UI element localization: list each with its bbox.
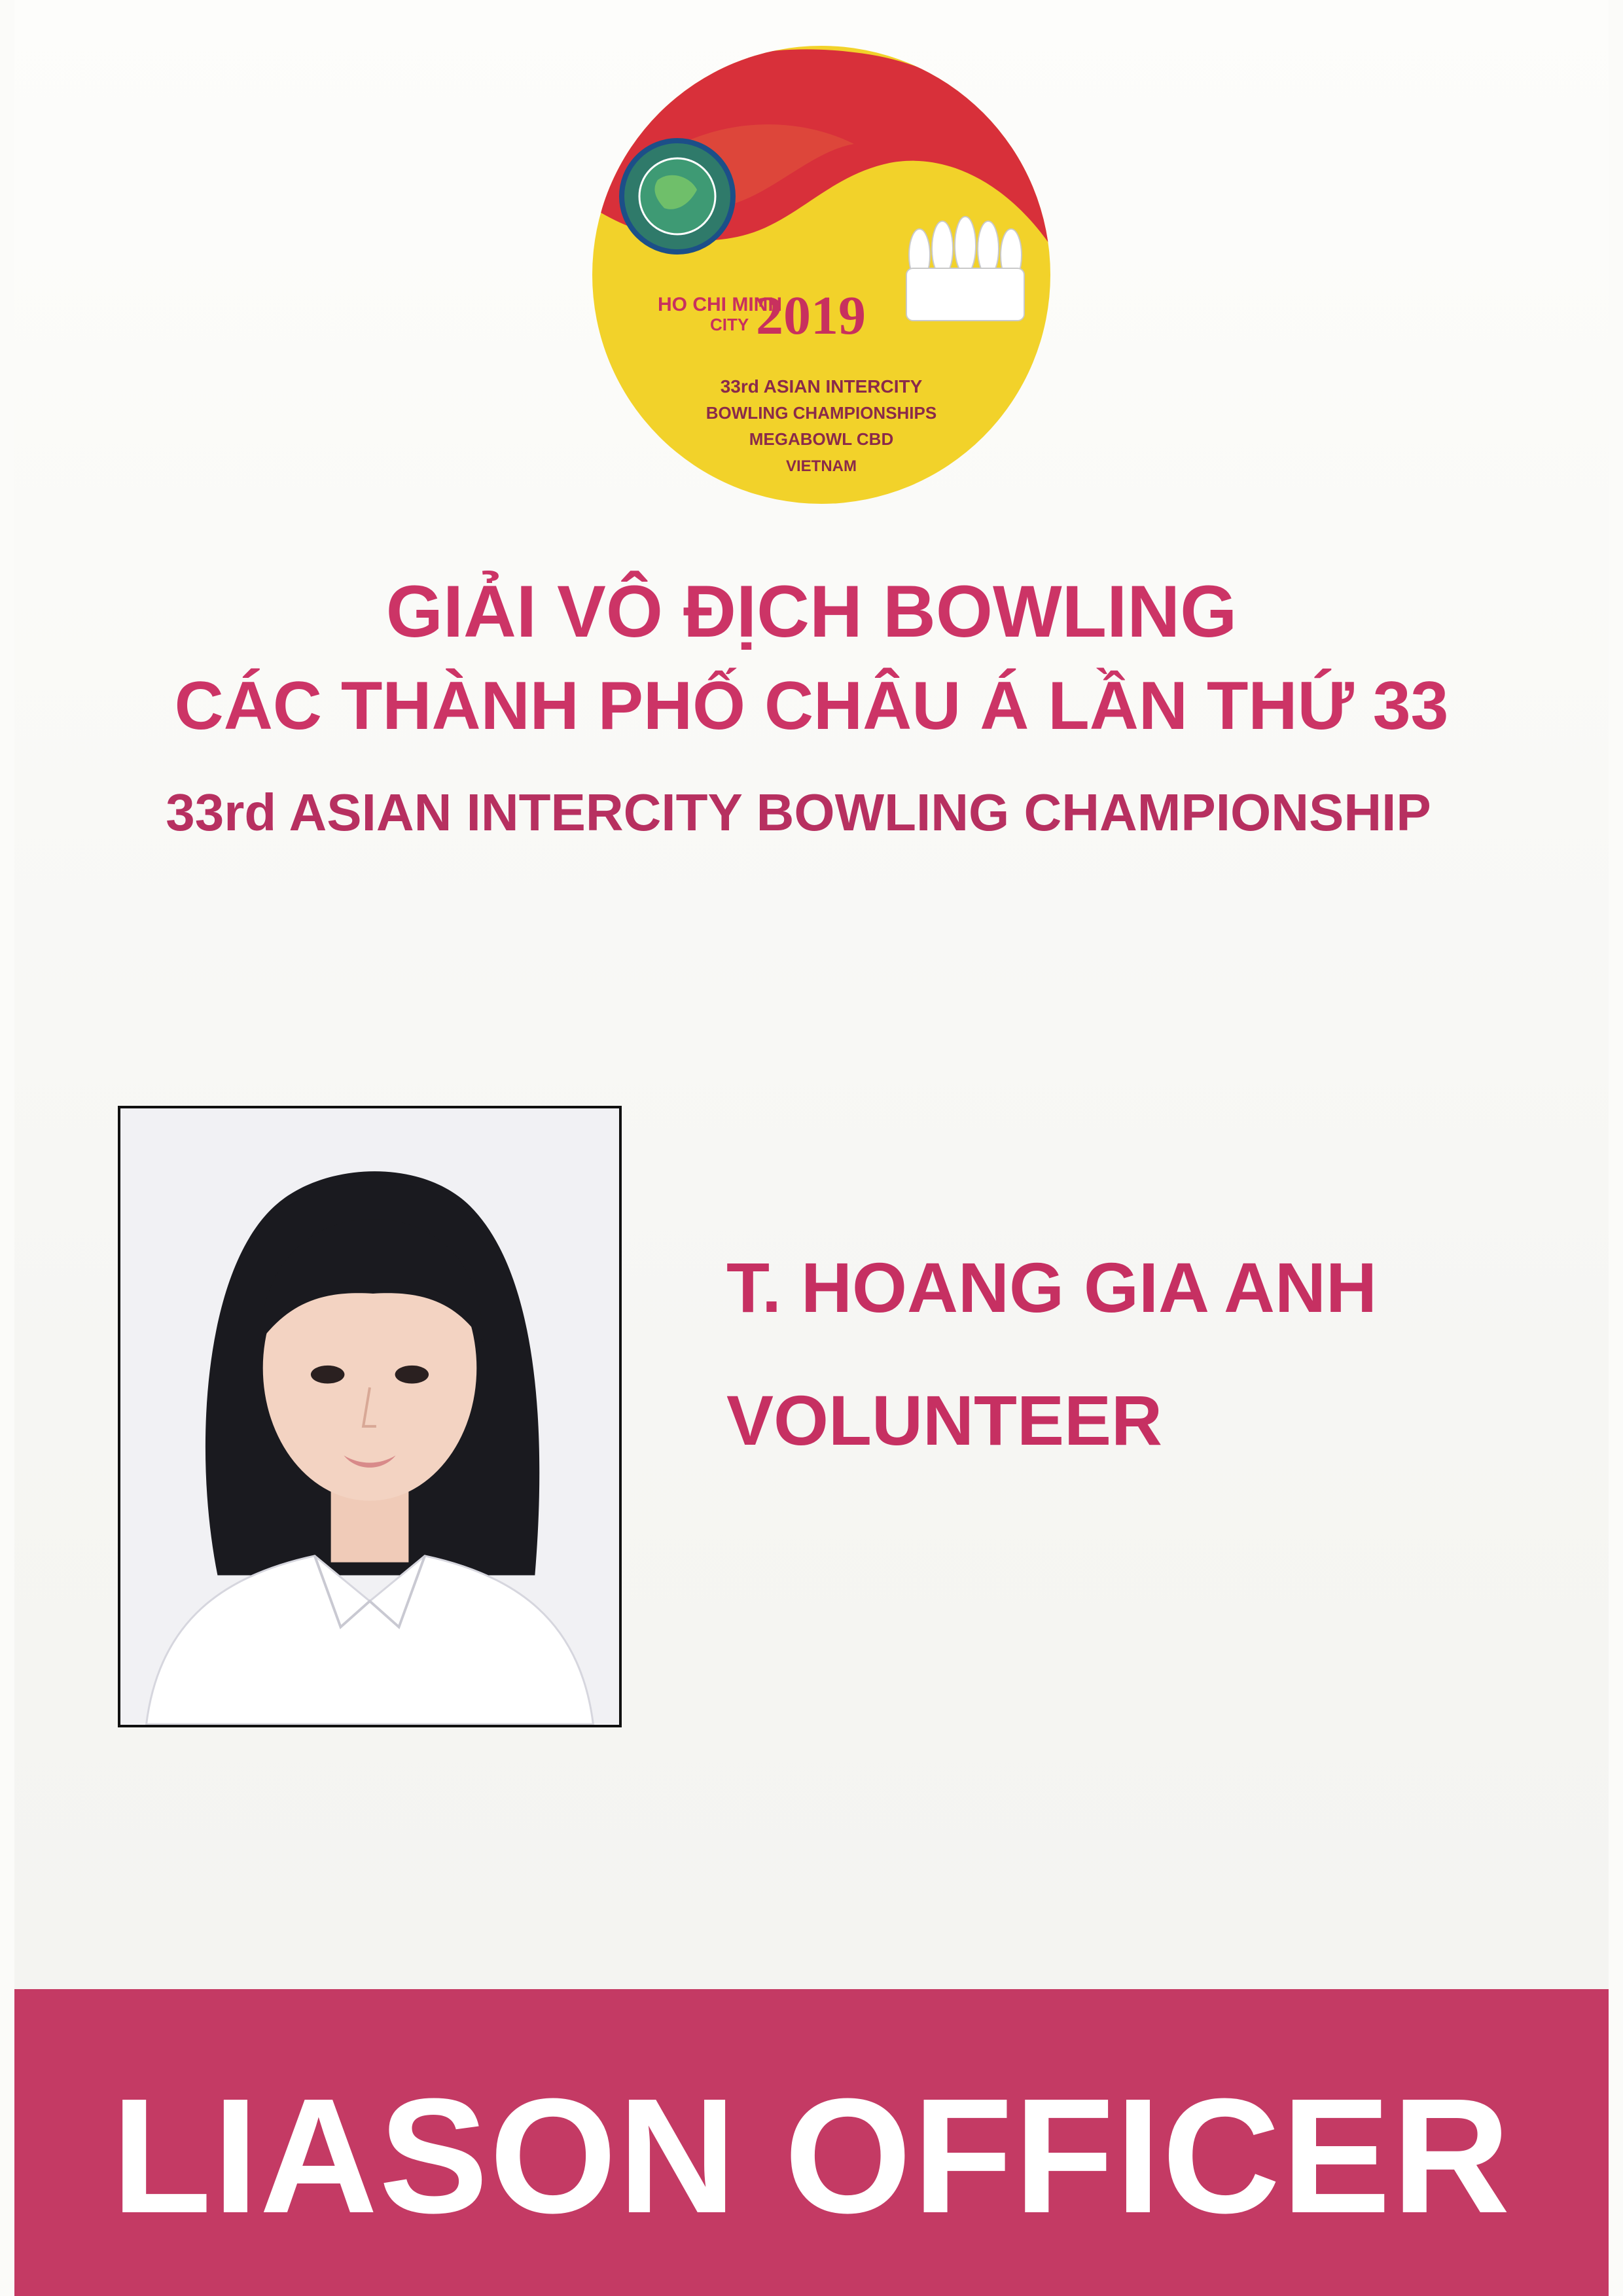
holder-name: T. HOANG GIA ANH (726, 1248, 1377, 1327)
holder-photo (118, 1106, 622, 1727)
title-vietnamese-line2: CÁC THÀNH PHỐ CHÂU Á LẦN THỨ 33 (174, 668, 1449, 744)
title-english: 33rd ASIAN INTERCITY BOWLING CHAMPIONSHIP (166, 783, 1431, 841)
logo-line-4: VIETNAM (786, 457, 857, 475)
globe-emblem-icon (622, 141, 733, 252)
badge-category-label: LIASON OFFICER (111, 2064, 1512, 2247)
logo-city-line2: CITY (710, 315, 749, 334)
logo-line-1: 33rd ASIAN INTERCITY (720, 376, 923, 397)
logo-line-2: BOWLING CHAMPIONSHIPS (705, 403, 937, 423)
event-logo (579, 39, 1063, 510)
logo-year: 2019 (756, 285, 866, 346)
holder-role: VOLUNTEER (726, 1381, 1163, 1460)
portrait-photo-icon (120, 1108, 619, 1725)
title-vietnamese-line1: GIẢI VÔ ĐỊCH BOWLING (385, 571, 1238, 652)
logo-city-line1: HO CHI MINH (658, 294, 782, 315)
logo-line-3: MEGABOWL CBD (749, 429, 894, 449)
